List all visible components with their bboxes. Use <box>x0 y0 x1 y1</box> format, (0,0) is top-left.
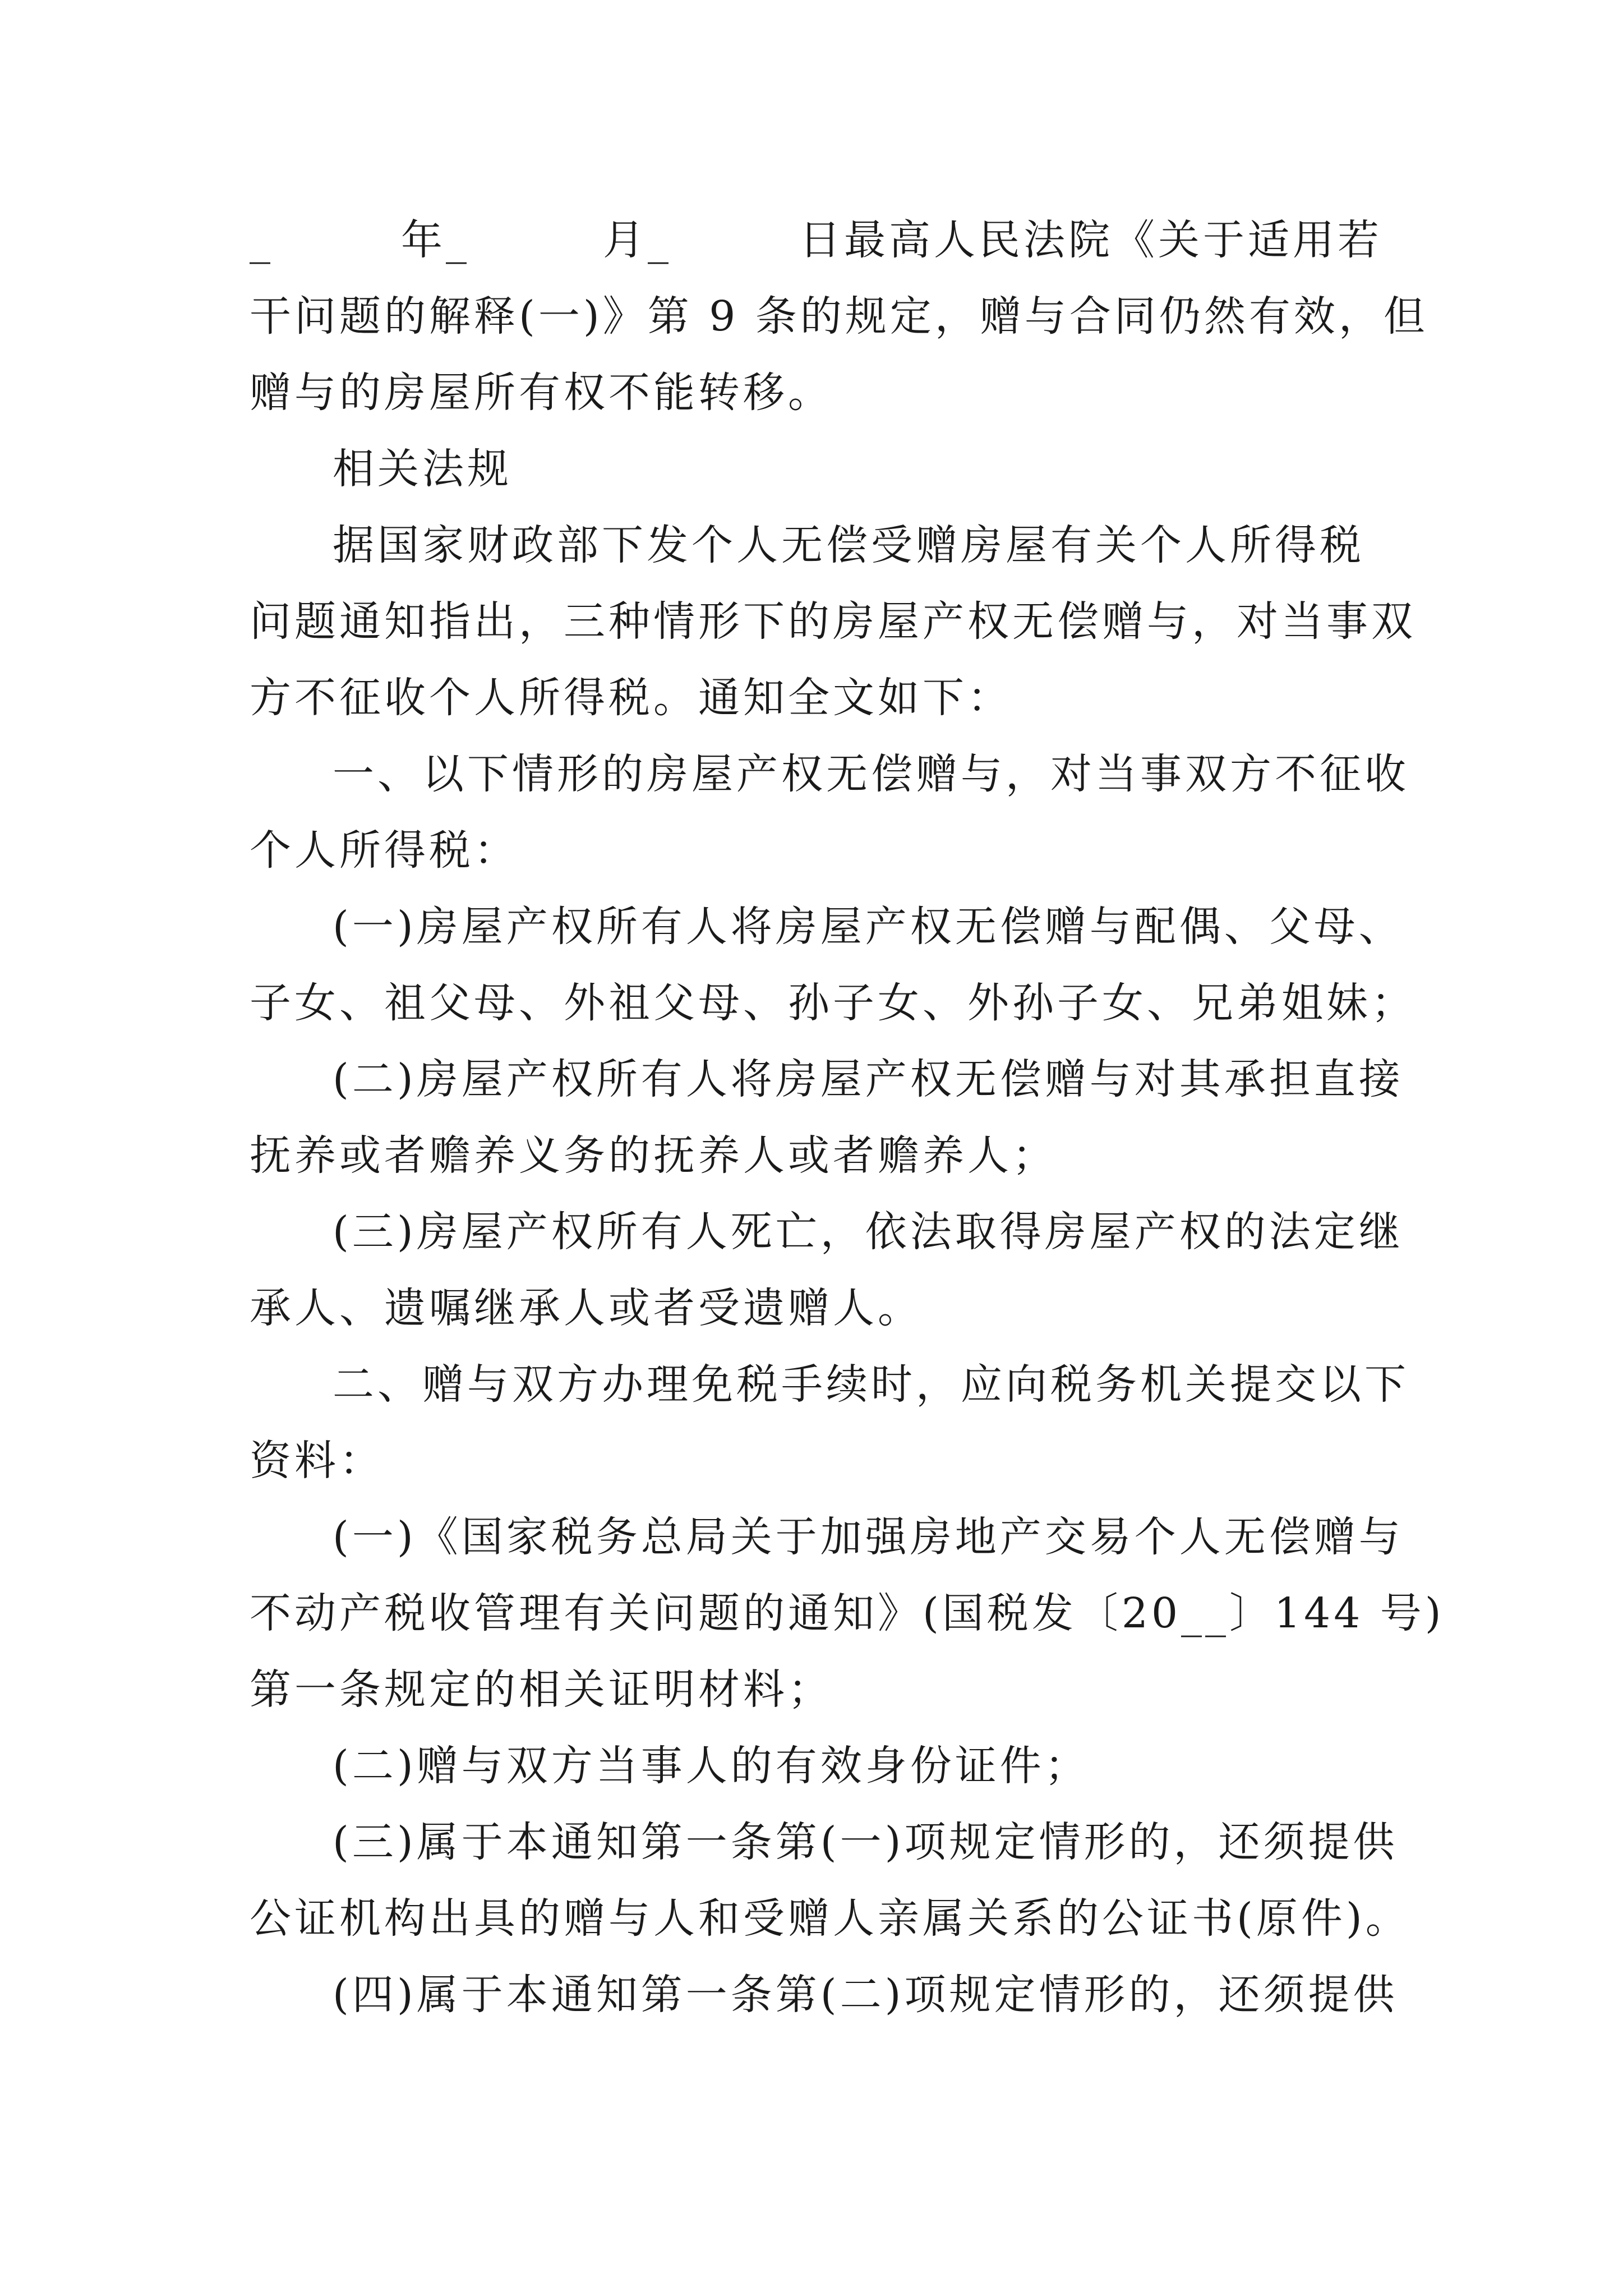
document-body <box>250 202 1445 2033</box>
section-heading: 相关法规 <box>333 445 512 493</box>
text-line: 一、以下情形的房屋产权无偿赠与，对当事双方不征收 <box>333 750 1409 798</box>
date-line-rest: 日最高人民法院《关于适用若 <box>799 216 1382 264</box>
text-line: 承人、遗嘱继承人或者受遗赠人。 <box>250 1284 923 1332</box>
text-line: 资料： <box>250 1437 384 1485</box>
date-line <box>250 202 1394 278</box>
text-line: 干问题的解释(一)》第 9 条的规定，赠与合同仍然有效，但 <box>250 292 1428 341</box>
text-line: 赠与的房屋所有权不能转移。 <box>250 369 833 417</box>
text-line: (一)《国家税务总局关于加强房地产交易个人无偿赠与 <box>333 1513 1404 1561</box>
text-line: 方不征收个人所得税。通知全文如下： <box>250 674 1012 722</box>
text-line: (二)赠与双方当事人的有效身份证件； <box>333 1742 1090 1790</box>
text-line: 二、赠与双方办理免税手续时，应向税务机关提交以下 <box>333 1360 1409 1409</box>
text-line: 第一条规定的相关证明材料； <box>250 1665 833 1714</box>
text-line: 公证机构出具的赠与人和受赠人亲属关系的公证书(原件)。 <box>250 1894 1410 1943</box>
text-line: 抚养或者赡养义务的抚养人或者赡养人； <box>250 1131 1057 1180</box>
text-line: (二)房屋产权所有人将房屋产权无偿赠与对其承担直接 <box>333 1055 1404 1103</box>
text-line: 子女、祖父母、外祖父母、孙子女、外孙子女、兄弟姐妹； <box>250 979 1416 1027</box>
text-line: 据国家财政部下发个人无偿受赠房屋有关个人所得税 <box>333 521 1364 569</box>
month-word: 月_ <box>603 216 672 264</box>
text-line: 问题通知指出，三种情形下的房屋产权无偿赠与，对当事双 <box>250 597 1416 646</box>
text-line: 不动产税收管理有关问题的通知》(国税发〔20__〕144 号) <box>250 1589 1445 1637</box>
text-line: (一)房屋产权所有人将房屋产权无偿赠与配偶、父母、 <box>333 903 1404 951</box>
blank-year-mark: _ <box>250 216 274 264</box>
text-line: 个人所得税： <box>250 826 519 875</box>
text-line: (三)属于本通知第一条第(一)项规定情形的，还须提供 <box>333 1818 1398 1866</box>
year-word: 年_ <box>401 216 470 264</box>
text-line: (四)属于本通知第一条第(二)项规定情形的，还须提供 <box>333 1971 1398 2019</box>
text-line: (三)房屋产权所有人死亡，依法取得房屋产权的法定继 <box>333 1208 1404 1256</box>
